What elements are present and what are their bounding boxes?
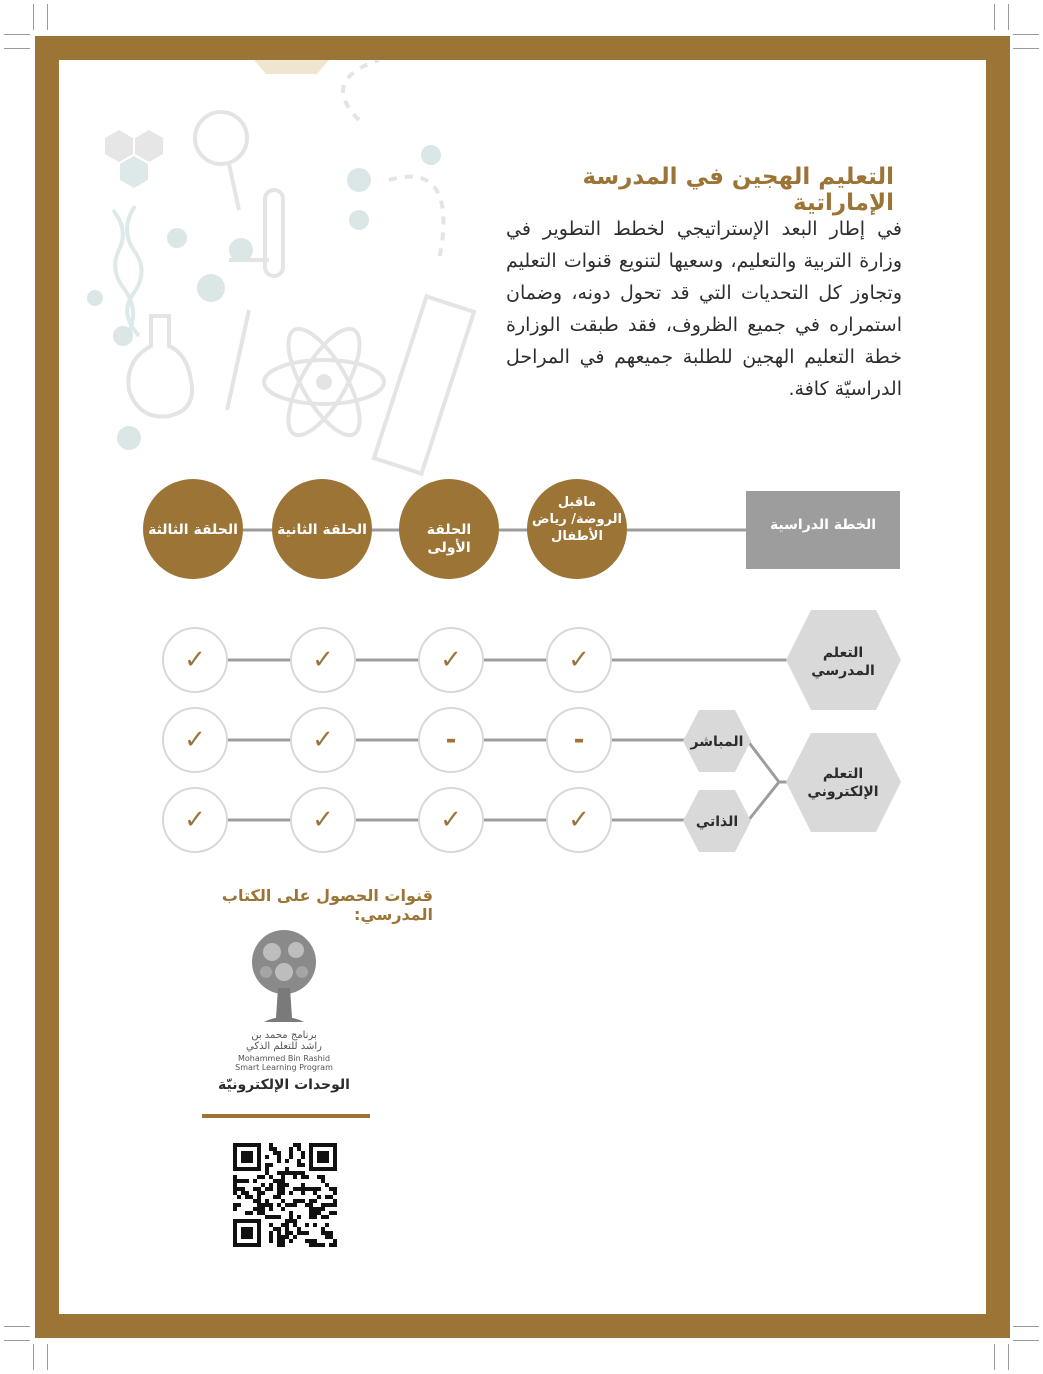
connector-line <box>747 740 779 822</box>
qr-module <box>285 1167 289 1171</box>
qr-module <box>245 1191 249 1195</box>
qr-module <box>261 1211 265 1215</box>
qr-module <box>257 1187 261 1191</box>
qr-module <box>313 1243 317 1247</box>
qr-module <box>277 1231 281 1235</box>
qr-module <box>269 1147 273 1151</box>
qr-module <box>281 1175 285 1179</box>
qr-module <box>309 1203 313 1207</box>
qr-module <box>333 1191 337 1195</box>
qr-module <box>261 1207 265 1211</box>
qr-module <box>241 1179 245 1183</box>
qr-module <box>277 1239 281 1243</box>
check-icon: ✓ <box>184 645 206 675</box>
qr-module <box>265 1215 269 1219</box>
qr-module <box>285 1231 289 1235</box>
qr-module <box>261 1203 265 1207</box>
qr-module <box>289 1151 293 1155</box>
qr-module <box>333 1239 337 1243</box>
crop-mark <box>1013 34 1039 35</box>
qr-module <box>325 1235 329 1239</box>
qr-module <box>313 1223 317 1227</box>
qr-module <box>301 1175 305 1179</box>
qr-module <box>281 1183 285 1187</box>
qr-module <box>269 1143 273 1147</box>
qr-module <box>301 1183 305 1187</box>
qr-module <box>285 1183 289 1187</box>
qr-module <box>277 1191 281 1195</box>
qr-module <box>325 1215 329 1219</box>
qr-module <box>321 1203 325 1207</box>
qr-module <box>305 1231 309 1235</box>
qr-module <box>273 1215 277 1219</box>
qr-module <box>233 1187 237 1191</box>
qr-module <box>325 1223 329 1227</box>
qr-module <box>285 1227 289 1231</box>
qr-module <box>273 1151 277 1155</box>
qr-module <box>309 1199 313 1203</box>
qr-module <box>313 1207 317 1211</box>
qr-module <box>265 1171 269 1175</box>
qr-module <box>237 1203 241 1207</box>
school-learning-label: التعلم المدرسي <box>811 645 875 679</box>
qr-module <box>301 1163 305 1167</box>
qr-module <box>325 1195 329 1199</box>
qr-module <box>297 1163 301 1167</box>
qr-module <box>269 1235 273 1239</box>
divider-line <box>202 1114 370 1118</box>
qr-module <box>313 1215 317 1219</box>
qr-module <box>301 1199 305 1203</box>
check-icon: ✓ <box>568 645 590 675</box>
qr-module <box>305 1187 309 1191</box>
qr-module <box>269 1203 273 1207</box>
page-content <box>59 60 986 1314</box>
qr-module <box>273 1179 277 1183</box>
smart-learning-logo[interactable] <box>244 926 324 1026</box>
qr-module <box>321 1207 325 1211</box>
crop-mark <box>4 1326 30 1327</box>
qr-module <box>289 1215 293 1219</box>
check-icon: ✓ <box>312 725 334 755</box>
qr-module <box>317 1243 321 1247</box>
qr-module <box>253 1199 257 1203</box>
qr-module <box>257 1203 261 1207</box>
qr-module <box>249 1195 253 1199</box>
qr-module <box>289 1219 293 1223</box>
qr-module <box>297 1171 301 1175</box>
qr-finder <box>241 1227 253 1239</box>
qr-module <box>289 1155 293 1159</box>
qr-module <box>285 1235 289 1239</box>
crop-mark <box>4 48 30 49</box>
qr-module <box>277 1187 281 1191</box>
qr-module <box>293 1171 297 1175</box>
qr-module <box>297 1159 301 1163</box>
stage-label-kg: ماقبل الروضة/ رياض الأطفال <box>532 495 622 544</box>
crop-mark <box>994 4 995 30</box>
qr-module <box>321 1175 325 1179</box>
qr-module <box>265 1155 269 1159</box>
qr-module <box>329 1243 333 1247</box>
qr-module <box>273 1227 277 1231</box>
qr-module <box>281 1207 285 1211</box>
check-icon: ✓ <box>440 805 462 835</box>
qr-module <box>253 1207 257 1211</box>
qr-module <box>285 1223 289 1227</box>
crop-mark <box>1013 48 1039 49</box>
qr-module <box>297 1231 301 1235</box>
qr-module <box>329 1195 333 1199</box>
qr-module <box>301 1155 305 1159</box>
qr-module <box>245 1195 249 1199</box>
crop-mark <box>47 4 48 30</box>
qr-module <box>313 1199 317 1203</box>
check-icon: ✓ <box>184 725 206 755</box>
qr-module <box>289 1147 293 1151</box>
qr-module <box>277 1171 281 1175</box>
qr-module <box>333 1203 337 1207</box>
qr-module <box>321 1243 325 1247</box>
qr-module <box>277 1155 281 1159</box>
qr-module <box>309 1239 313 1243</box>
qr-module <box>325 1231 329 1235</box>
qr-module <box>233 1207 237 1211</box>
qr-module <box>289 1239 293 1243</box>
crop-mark <box>4 34 30 35</box>
qr-module <box>281 1179 285 1183</box>
logo-english-text: Mohammed Bin Rashid Smart Learning Program <box>235 1054 333 1072</box>
qr-module <box>333 1187 337 1191</box>
page-frame <box>35 36 1010 1338</box>
qr-module <box>289 1231 293 1235</box>
qr-module <box>317 1175 321 1179</box>
qr-module <box>237 1187 241 1191</box>
qr-module <box>321 1215 325 1219</box>
qr-module <box>313 1187 317 1191</box>
qr-module <box>233 1191 237 1195</box>
qr-module <box>265 1203 269 1207</box>
qr-module <box>313 1191 317 1195</box>
qr-module <box>253 1179 257 1183</box>
qr-module <box>329 1235 333 1239</box>
qr-module <box>241 1191 245 1195</box>
qr-module <box>309 1187 313 1191</box>
qr-module <box>297 1143 301 1147</box>
crop-mark <box>4 1340 30 1341</box>
qr-module <box>245 1211 249 1215</box>
qr-module <box>293 1223 297 1227</box>
qr-module <box>273 1147 277 1151</box>
crop-mark <box>33 4 34 30</box>
dash-mark: - <box>573 725 585 755</box>
self-learning-label: الذاتي <box>695 814 739 830</box>
crop-mark <box>1013 1326 1039 1327</box>
qr-module <box>317 1211 321 1215</box>
crop-mark <box>33 1344 34 1370</box>
page-title: التعليم الهجين في المدرسة الإماراتية <box>582 164 894 216</box>
crop-mark <box>1008 4 1009 30</box>
qr-module <box>301 1171 305 1175</box>
qr-code[interactable] <box>233 1143 337 1247</box>
qr-module <box>241 1187 245 1191</box>
qr-finder <box>241 1151 253 1163</box>
qr-module <box>293 1199 297 1203</box>
qr-module <box>293 1219 297 1223</box>
qr-module <box>281 1239 285 1243</box>
qr-module <box>293 1235 297 1239</box>
qr-module <box>281 1187 285 1191</box>
qr-module <box>257 1175 261 1179</box>
stage-label-cycle3: الحلقة الثالثة <box>148 522 238 538</box>
qr-module <box>269 1183 273 1187</box>
qr-module <box>309 1215 313 1219</box>
qr-module <box>285 1219 289 1223</box>
stage-label-cycle2: الحلقة الثانية <box>277 522 367 538</box>
qr-module <box>257 1199 261 1203</box>
qr-module <box>309 1207 313 1211</box>
qr-module <box>325 1183 329 1187</box>
qr-module <box>321 1227 325 1231</box>
qr-module <box>301 1151 305 1155</box>
qr-module <box>277 1235 281 1239</box>
check-icon: ✓ <box>568 805 590 835</box>
qr-module <box>261 1191 265 1195</box>
qr-module <box>269 1175 273 1179</box>
qr-module <box>233 1175 237 1179</box>
stage-label-cycle1: الحلقة الأولى <box>426 522 472 556</box>
qr-module <box>289 1211 293 1215</box>
qr-module <box>293 1143 297 1147</box>
qr-module <box>269 1163 273 1167</box>
qr-module <box>281 1223 285 1227</box>
check-icon: ✓ <box>312 805 334 835</box>
qr-module <box>269 1239 273 1243</box>
qr-module <box>293 1203 297 1207</box>
qr-module <box>277 1195 281 1199</box>
qr-module <box>297 1147 301 1151</box>
crop-mark <box>994 1344 995 1370</box>
check-icon: ✓ <box>184 805 206 835</box>
qr-module <box>261 1175 265 1179</box>
qr-module <box>321 1179 325 1183</box>
qr-module <box>313 1211 317 1215</box>
qr-module <box>257 1207 261 1211</box>
channels-heading: قنوات الحصول على الكتاب المدرسي: <box>221 886 433 924</box>
qr-module <box>305 1239 309 1243</box>
qr-module <box>277 1215 281 1219</box>
qr-module <box>329 1203 333 1207</box>
plan-header-label: الخطة الدراسية <box>769 517 877 533</box>
qr-module <box>301 1187 305 1191</box>
qr-module <box>289 1203 293 1207</box>
qr-module <box>317 1187 321 1191</box>
qr-module <box>289 1191 293 1195</box>
qr-module <box>297 1215 301 1219</box>
qr-module <box>257 1195 261 1199</box>
qr-module <box>329 1187 333 1191</box>
qr-module <box>305 1203 309 1207</box>
qr-module <box>329 1231 333 1235</box>
hybrid-learning-diagram <box>59 60 986 880</box>
qr-module <box>301 1231 305 1235</box>
qr-module <box>277 1243 281 1247</box>
qr-module <box>321 1231 325 1235</box>
qr-module <box>285 1171 289 1175</box>
qr-module <box>317 1195 321 1199</box>
qr-module <box>273 1195 277 1199</box>
qr-module <box>277 1203 281 1207</box>
qr-module <box>233 1203 237 1207</box>
qr-module <box>309 1211 313 1215</box>
intro-paragraph: في إطار البعد الإستراتيجي لخطط التطوير في وزارة التربية والتعليم، وسعيها لتنويع قنوات التعليم وتجاوز كل التحديات التي قد تحول دونه، وضمان استمراره في جميع الظروف، فقد طبقت الوزارة خطة التعليم الهجين للطلبة جميعهم في المراحل الدراسيّة كافة. <box>506 218 902 400</box>
qr-module <box>317 1207 321 1211</box>
qr-module <box>281 1171 285 1175</box>
qr-module <box>293 1187 297 1191</box>
qr-module <box>281 1235 285 1239</box>
qr-module <box>265 1167 269 1171</box>
qr-module <box>277 1159 281 1163</box>
qr-module <box>305 1175 309 1179</box>
qr-module <box>269 1215 273 1219</box>
logo-arabic-text: برنامج محمد بن راشد للتعلم الذكي <box>246 1030 322 1052</box>
qr-module <box>297 1227 301 1231</box>
qr-module <box>313 1239 317 1243</box>
qr-module <box>309 1243 313 1247</box>
qr-module <box>329 1211 333 1215</box>
e-learning-label: التعلم الإلكتروني <box>807 766 879 800</box>
qr-module <box>293 1175 297 1179</box>
qr-module <box>269 1207 273 1211</box>
qr-module <box>301 1191 305 1195</box>
qr-module <box>237 1179 241 1183</box>
qr-module <box>253 1187 257 1191</box>
qr-module <box>249 1211 253 1215</box>
tree-icon <box>252 930 316 994</box>
crop-mark <box>1008 1344 1009 1370</box>
crop-mark <box>1013 1340 1039 1341</box>
live-learning-label: المباشر <box>690 734 744 750</box>
qr-module <box>281 1191 285 1195</box>
qr-module <box>265 1163 269 1167</box>
qr-module <box>277 1227 281 1231</box>
crop-mark <box>47 1344 48 1370</box>
qr-finder <box>317 1151 329 1163</box>
qr-module <box>265 1187 269 1191</box>
qr-module <box>233 1183 237 1187</box>
qr-module <box>257 1211 261 1215</box>
e-units-label[interactable]: الوحدات الإلكترونيّة <box>218 1077 350 1093</box>
qr-module <box>269 1223 273 1227</box>
qr-module <box>269 1231 273 1235</box>
qr-module <box>325 1203 329 1207</box>
qr-module <box>281 1199 285 1203</box>
qr-module <box>269 1187 273 1191</box>
qr-module <box>289 1171 293 1175</box>
qr-module <box>261 1183 265 1187</box>
qr-module <box>305 1223 309 1227</box>
qr-module <box>277 1183 281 1187</box>
qr-module <box>333 1243 337 1247</box>
qr-module <box>333 1199 337 1203</box>
qr-module <box>297 1187 301 1191</box>
dash-mark: - <box>445 725 457 755</box>
check-icon: ✓ <box>312 645 334 675</box>
qr-module <box>277 1179 281 1183</box>
qr-module <box>257 1191 261 1195</box>
qr-module <box>245 1179 249 1183</box>
check-icon: ✓ <box>440 645 462 675</box>
qr-module <box>333 1211 337 1215</box>
qr-module <box>297 1199 301 1203</box>
qr-module <box>277 1151 281 1155</box>
qr-module <box>285 1159 289 1163</box>
qr-module <box>237 1195 241 1199</box>
qr-module <box>285 1203 289 1207</box>
qr-module <box>265 1199 269 1203</box>
qr-module <box>233 1179 237 1183</box>
qr-module <box>281 1243 285 1247</box>
